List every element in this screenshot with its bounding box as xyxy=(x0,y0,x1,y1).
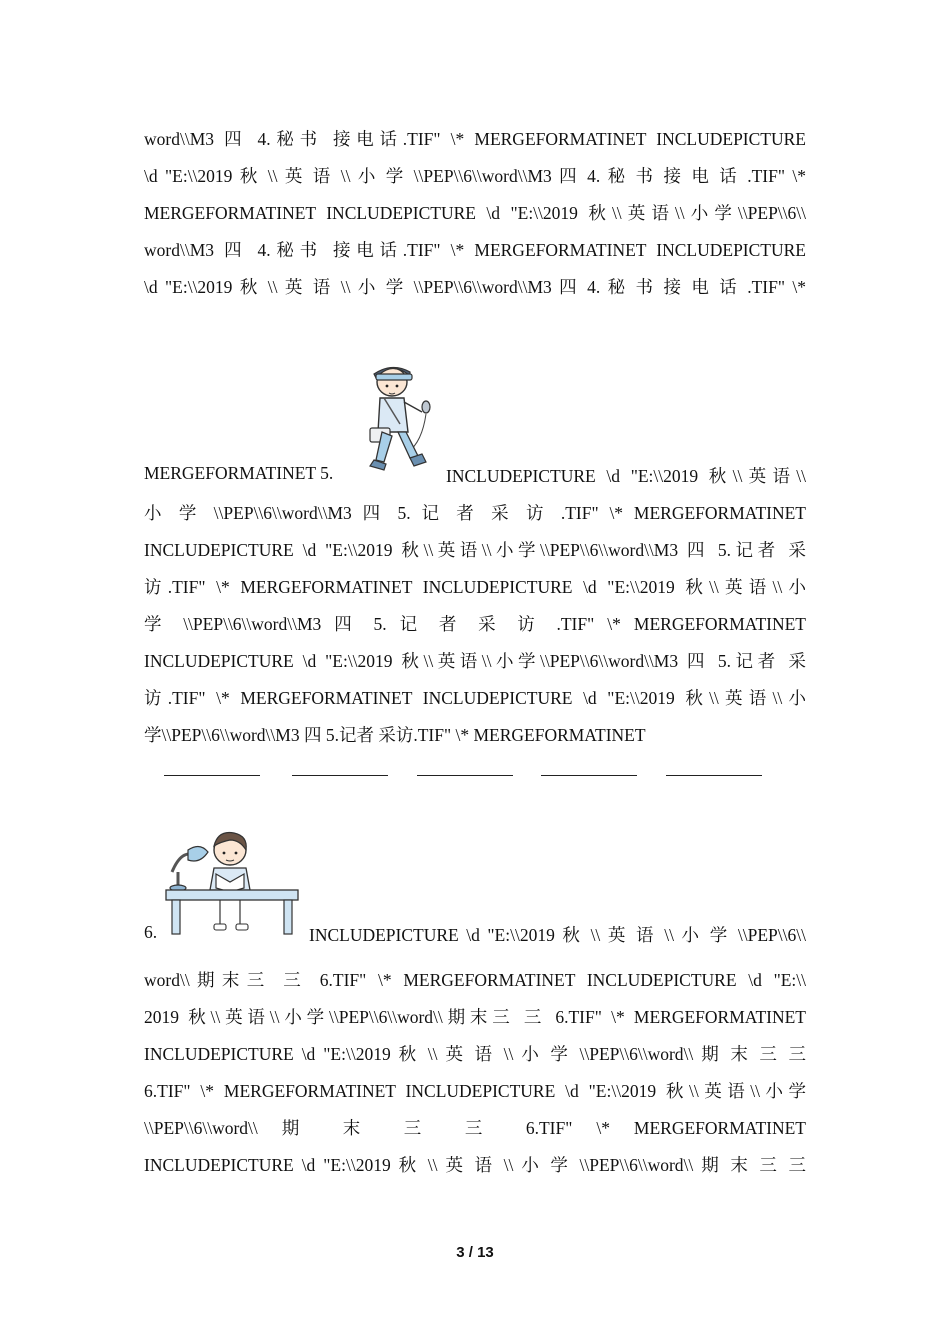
text-line: 学 \\PEP\\6\\word\\M3 四 5. 记 者 采 访 .TIF" \* MERGEFORMATINET xyxy=(144,614,806,634)
answer-blank[interactable] xyxy=(292,775,388,776)
text-line: 学\\PEP\\6\\word\\M3 四 5.记者 采访.TIF" \* MERGEFORMATINET xyxy=(144,725,646,745)
text-line: 6. xyxy=(144,922,158,942)
text-line: word\\M3 四 4.秘书 接电话.TIF" \* MERGEFORMATINET INCLUDEPICTURE xyxy=(144,240,806,260)
text-line: INCLUDEPICTURE \d "E:\\2019 秋\\英语\\小学\\PEP\\6\\word\\M3 四 5.记者 采 xyxy=(144,651,806,671)
studying-boy-illustration xyxy=(164,828,300,938)
text-line: 6.TIF" \* MERGEFORMATINET INCLUDEPICTURE \d "E:\\2019 秋\\英语\\小学 xyxy=(144,1081,806,1101)
text-line: 小 学 \\PEP\\6\\word\\M3 四 5. 记 者 采 访 .TIF" \* MERGEFORMATINET xyxy=(144,503,806,523)
text-line: INCLUDEPICTURE \d "E:\\2019 秋\\英语\\ xyxy=(446,466,806,486)
text-line: 2019 秋\\英语\\小学\\PEP\\6\\word\\期末三 三 6.TIF" \* MERGEFORMATINET xyxy=(144,1007,806,1027)
answer-blank[interactable] xyxy=(541,775,637,776)
text-line: \d "E:\\2019 秋 \\ 英 语 \\ 小 学 \\PEP\\6\\word\\M3 四 4. 秘 书 接 电 话 .TIF" \* xyxy=(144,166,806,186)
answer-blank[interactable] xyxy=(417,775,513,776)
text-line: INCLUDEPICTURE \d "E:\\2019 秋 \\ 英 语 \\ 小 学 \\PEP\\6\\word\\ 期 末 三 三 xyxy=(144,1155,806,1175)
text-line: \\PEP\\6\\word\\ 期 末 三 三 6.TIF" \* MERGEFORMATINET xyxy=(144,1118,806,1138)
text-line: INCLUDEPICTURE \d "E:\\2019 秋 \\ 英 语 \\ 小 学 \\PEP\\6\\word\\ 期 末 三 三 xyxy=(144,1044,806,1064)
text-line: INCLUDEPICTURE \d "E:\\2019 秋\\英语\\小学\\PEP\\6\\word\\M3 四 5.记者 采 xyxy=(144,540,806,560)
reporter-boy-illustration xyxy=(360,362,432,477)
text-line: 访.TIF" \* MERGEFORMATINET INCLUDEPICTURE \d "E:\\2019 秋\\英语\\小 xyxy=(144,688,806,708)
text-line: MERGEFORMATINET 5. xyxy=(144,463,334,483)
text-line: INCLUDEPICTURE \d "E:\\2019 秋 \\ 英 语 \\ 小 学 \\PEP\\6\\ xyxy=(309,925,806,945)
text-line: 访.TIF" \* MERGEFORMATINET INCLUDEPICTURE \d "E:\\2019 秋\\英语\\小 xyxy=(144,577,806,597)
text-line: word\\M3 四 4.秘书 接电话.TIF" \* MERGEFORMATINET INCLUDEPICTURE xyxy=(144,129,806,149)
text-line: word\\期末三 三 6.TIF" \* MERGEFORMATINET INCLUDEPICTURE \d "E:\\ xyxy=(144,970,806,990)
page-number: 3 / 13 xyxy=(456,1244,494,1261)
text-line: MERGEFORMATINET INCLUDEPICTURE \d "E:\\2019 秋\\英语\\小学\\PEP\\6\\ xyxy=(144,203,806,223)
text-line: \d "E:\\2019 秋 \\ 英 语 \\ 小 学 \\PEP\\6\\word\\M3 四 4. 秘 书 接 电 话 .TIF" \* xyxy=(144,277,806,297)
answer-blank[interactable] xyxy=(164,775,260,776)
answer-blank[interactable] xyxy=(666,775,762,776)
